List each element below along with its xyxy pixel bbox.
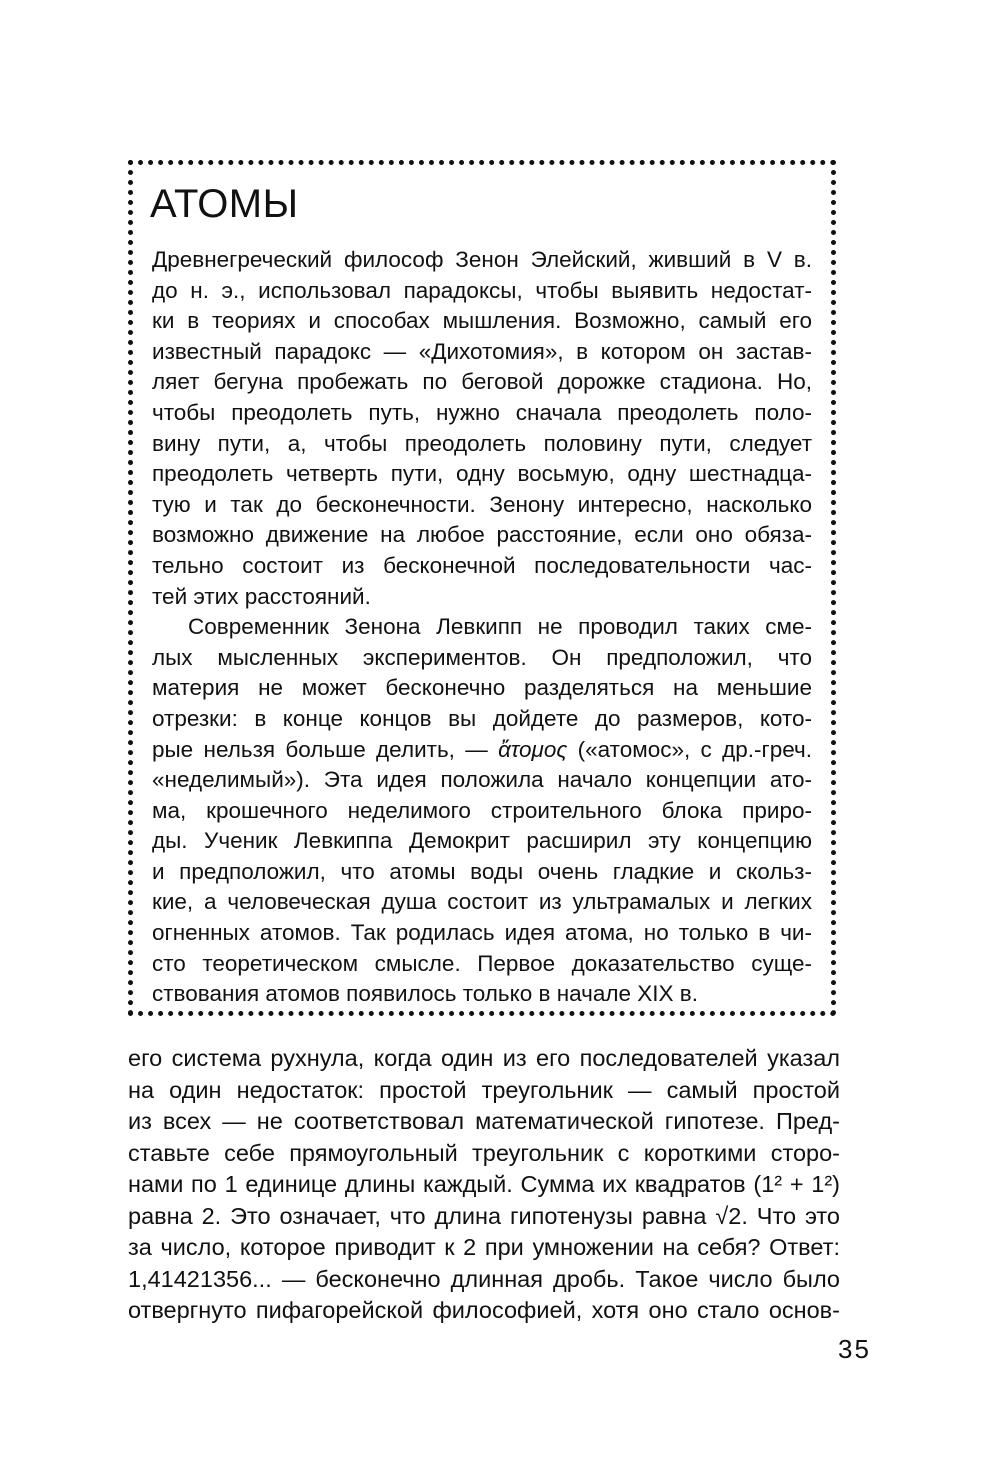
greek-word: ἄτομος: [498, 736, 568, 762]
text-line: отрезки: в конце концов вы дойдете до размеров, кото-: [152, 705, 812, 731]
text-line: ма, крошечного неделимого строительного блока приро-: [152, 797, 812, 823]
text-line: равна 2. Это означает, что длина гипотенузы равна √2. Что это: [128, 1202, 840, 1229]
text-line: [152, 735, 812, 766]
text-segment: рые нельзя больше делить, —: [152, 736, 499, 762]
text-line: чтобы преодолеть путь, нужно сначала преодолеть поло-: [152, 399, 812, 425]
text-line: преодолеть четверть пути, одну восьмую, одну шестнадца-: [152, 461, 812, 487]
text-line: кие, а человеческая душа состоит из ультрамалых и легких: [152, 889, 812, 915]
text-line: огненных атомов. Так родилась идея атома, но только в чи-: [152, 920, 812, 946]
text-line: 1,41421356... — бесконечно длинная дробь. Такое число было: [128, 1265, 840, 1292]
sidebar-title: АТОМЫ: [150, 182, 299, 226]
text-line: Современник Зенона Левкипп не проводил таких сме-: [188, 614, 812, 640]
text-line: из всех — не соответствовал математической гипотезе. Пред-: [128, 1108, 840, 1134]
text-line: лых мысленных экспериментов. Он предположил, что: [152, 644, 812, 670]
text-line: его система рухнула, когда один из его последователей указал: [128, 1045, 840, 1071]
text-line: Древнегреческий философ Зенон Элейский, живший в V в.: [152, 247, 812, 272]
text-line: материя не может бесконечно разделяться на меньшие: [152, 675, 812, 701]
text-segment: («атомос», с др.-греч.: [567, 736, 812, 762]
text-line: за число, которое приводит к 2 при умножении на себя? Ответ:: [128, 1234, 840, 1260]
text-line: возможно движение на любое расстояние, если оно обяза-: [152, 522, 812, 548]
text-line: тей этих расстояний.: [152, 583, 371, 609]
text-line: тую и так до бесконечности. Зенону интересно, насколько: [152, 491, 812, 517]
text-line: «неделимый»). Эта идея положила начало концепции ато-: [152, 767, 812, 793]
text-line: ствования атомов появилось только в начале XIX в.: [152, 981, 698, 1007]
body-text: [128, 1043, 840, 1327]
page-number: 35: [838, 1334, 871, 1364]
text-line: вину пути, а, чтобы преодолеть половину пути, следует: [152, 430, 812, 456]
text-line: ляет бегуна пробежать по беговой дорожке стадиона. Но,: [152, 369, 812, 395]
text-line: на один недостаток: простой треугольник — самый простой: [128, 1076, 840, 1103]
text-line: сто теоретическом смысле. Первое доказательство суще-: [152, 950, 812, 976]
text-line: известный парадокс — «Дихотомия», в котором он застав-: [152, 338, 812, 364]
text-line: тельно состоит из бесконечной последовательности час-: [152, 552, 812, 578]
sidebar-text: [152, 245, 812, 1010]
text-line: нами по 1 единице длины каждый. Сумма их квадратов (1² + 1²): [128, 1171, 840, 1197]
text-line: и предположил, что атомы воды очень гладкие и скольз-: [152, 858, 812, 884]
text-line: ки в теориях и способах мышления. Возможно, самый его: [152, 308, 812, 334]
text-line: ставьте себе прямоугольный треугольник с короткими сторо-: [128, 1139, 840, 1166]
text-line: до н. э., использовал парадоксы, чтобы выявить недостат-: [152, 277, 812, 303]
text-line: отвергнуто пифагорейской философией, хотя оно стало основ-: [128, 1297, 840, 1323]
text-line: ды. Ученик Левкиппа Демокрит расширил эту концепцию: [152, 828, 812, 854]
